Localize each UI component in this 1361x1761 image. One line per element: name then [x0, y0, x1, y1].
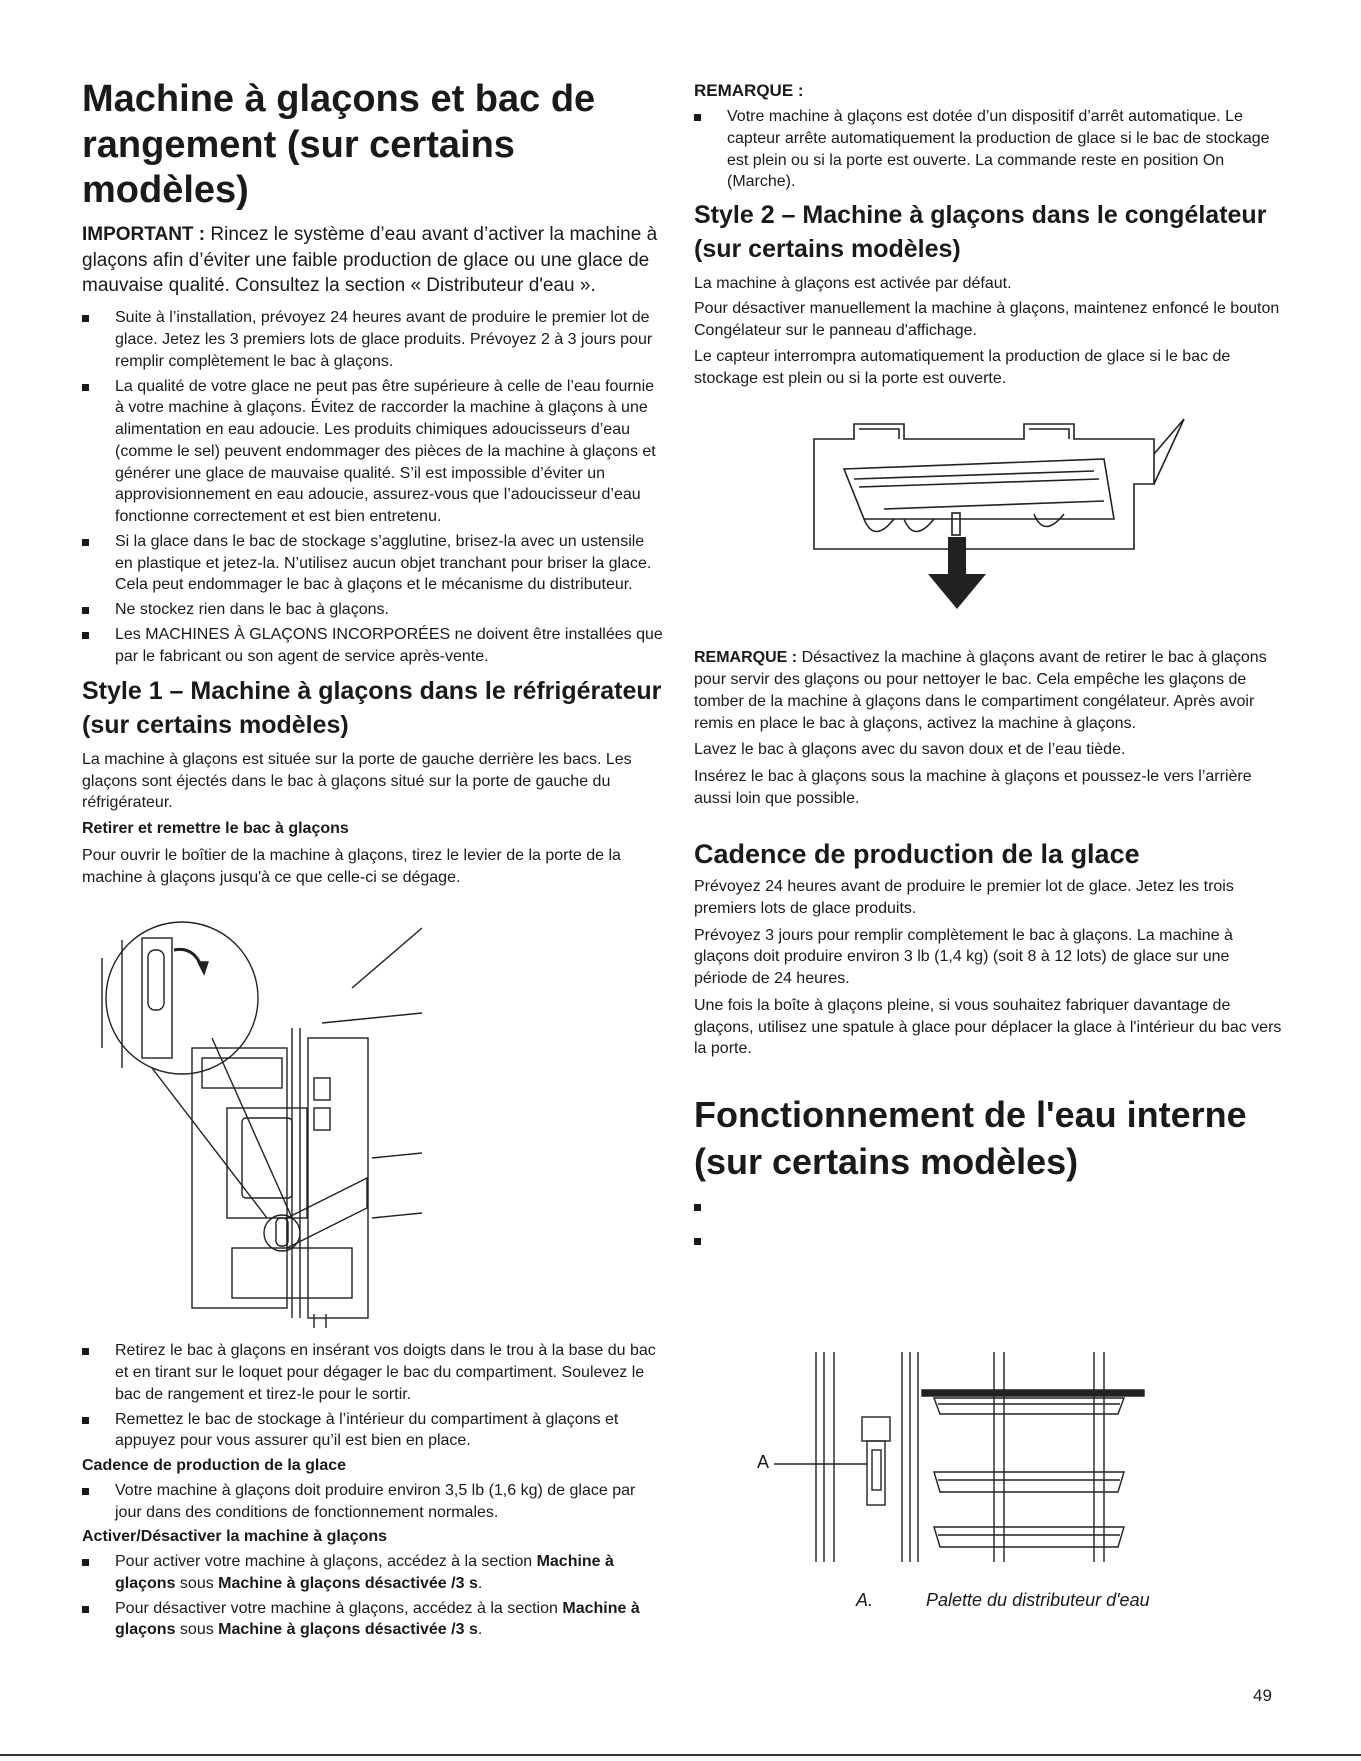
list-item: [82, 1551, 664, 1595]
toggle-bold: Machine à glaçons désactivée /3 s: [218, 1621, 478, 1639]
toggle-text: .: [477, 1621, 483, 1639]
page-number: 49: [1253, 1686, 1272, 1705]
style1-text: La machine à glaçons est située sur la porte de gauche derrière les bacs. Les glaçons sont éjectés dans le bac à glaçons situé sur la porte de gauche du réfrigérateur.: [82, 750, 632, 812]
bottom-divider: [0, 1754, 1361, 1756]
list-item: Remettez le bac de stockage à l’intérieur du compartiment à glaçons et appuyez pour vous assurer qu’il est bien en place.: [82, 1409, 664, 1453]
rate-title-left: Cadence de production de la glace: [82, 1457, 347, 1475]
insert-text: Insérez le bac à glaçons sous la machine à glaçons et poussez-le vers l’arrière aussi loin que possible.: [694, 768, 1252, 807]
style2-p2: Pour désactiver manuellement la machine à glaçons, maintenez enfoncé le bouton Congélateur sur le panneau d'affichage.: [694, 300, 1280, 340]
freezer-ice-maker-illustration: [804, 409, 1224, 629]
toggle-bullets: [82, 1551, 664, 1641]
list-item: [694, 1230, 1284, 1252]
style1-title: Style 1 – Machine à glaçons dans le réfrigérateur (sur certains modèles): [82, 677, 662, 740]
toggle-bold: Machine à glaçons: [115, 1599, 640, 1639]
wash-text: Lavez le bac à glaçons avec du savon doux et de l’eau tiède.: [694, 741, 1126, 759]
list-item: La qualité de votre glace ne peut pas être supérieure à celle de l’eau fournie à votre machine à glaçons. Évitez de raccorder la machine à glaçons à une alimentation en eau adoucie. Les produits chimiques adoucisseurs d’eau (comme le sel) peuvent endommager des pièces de la machine à glaçons et générer une glace de mauvaise qualité. S’il est impossible d’éviter un approvisionnement en eau adoucie, assurez-vous que l’adoucisseur d’eau fonctionne correctement et est bien entretenu.: [82, 376, 664, 528]
note2-label: REMARQUE :: [694, 649, 798, 667]
caption-letter: A.: [856, 1589, 874, 1610]
caption-text: Palette du distributeur d'eau: [926, 1589, 1150, 1610]
rate-bullets-left: [82, 1480, 664, 1524]
list-item: Si la glace dans le bac de stockage s’agglutine, brisez-la avec un ustensile en plastique et jetez-la. N’utilisez aucun objet tranchant pour briser la glace. Cela peut endommager le bac à glaçons et le mécanisme du distributeur.: [82, 531, 664, 596]
toggle-bold: Machine à glaçons désactivée /3 s: [218, 1574, 478, 1592]
style2-p1: La machine à glaçons est activée par défaut.: [694, 274, 1012, 292]
remove-title: Retirer et remettre le bac à glaçons: [82, 820, 349, 838]
list-item: Suite à l’installation, prévoyez 24 heures avant de produire le premier lot de glace. Jetez les 3 premiers lots de glace produits. Prévoyez 2 à 3 jours pour remplir complètement le bac à glaçons.: [82, 307, 664, 372]
style2-title: Style 2 – Machine à glaçons dans le congélateur (sur certains modèles): [694, 201, 1267, 263]
list-item: [694, 1196, 1284, 1218]
toggle-text: Pour désactiver votre machine à glaçons, accédez à la section: [115, 1599, 563, 1617]
intro-bullets: [82, 307, 664, 667]
water-title: Fonctionnement de l'eau interne (sur certains modèles): [694, 1094, 1247, 1182]
toggle-text: sous: [175, 1621, 219, 1639]
note2-text: Désactivez la machine à glaçons avant de retirer le bac à glaçons pour servir des glaçons ou pour nettoyer le bac. Cela empêche les glaçons de tomber de la machine à glaçons dans le compartiment congélateur. Après avoir remis en place le bac à glaçons, activez la machine à glaçons.: [694, 649, 1267, 732]
toggle-bold: Machine à glaçons: [115, 1553, 614, 1592]
toggle-text: Pour activer votre machine à glaçons, accédez à la section: [115, 1553, 537, 1571]
list-item: Les MACHINES À GLAÇONS INCORPORÉES ne doivent être installées que par le fabricant ou son agent de service après-vente.: [82, 624, 664, 668]
figure-caption: [694, 1590, 1284, 1611]
list-item: Votre machine à glaçons est dotée d’un dispositif d’arrêt automatique. Le capteur arrête automatiquement la production de glace si le bac de stockage est plein ou si la porte est ouverte. La commande reste en position On (Marche).: [694, 106, 1284, 193]
note2-paragraph: [694, 647, 1284, 734]
fridge-door-illustration: [82, 918, 422, 1328]
list-item: Votre machine à glaçons doit produire environ 3,5 lb (1,6 kg) de glace par jour dans des conditions de fonctionnement normales.: [82, 1480, 664, 1524]
rate-title-right: Cadence de production de la glace: [694, 838, 1140, 869]
remove-text: Pour ouvrir le boîtier de la machine à glaçons, tirez le levier de la porte de la machine à glaçons jusqu'à ce que celle-ci se dégage.: [82, 846, 621, 886]
list-item: [82, 1598, 664, 1642]
toggle-text: .: [477, 1574, 483, 1592]
rate-p3: Une fois la boîte à glaçons pleine, si vous souhaitez fabriquer davantage de glaçons, utilisez une spatule à glace pour déplacer la glace à l'intérieur du bac vers la porte.: [694, 996, 1282, 1058]
toggle-title: Activer/Désactiver la machine à glaçons: [82, 1528, 388, 1546]
list-item: Ne stockez rien dans le bac à glaçons.: [82, 599, 664, 621]
list-item: Retirez le bac à glaçons en insérant vos doigts dans le trou à la base du bac et en tirant sur le loquet pour dégager le bac du compartiment. Soulevez le bac de rangement et tirez-le pour le sortir.: [82, 1340, 664, 1405]
important-label: IMPORTANT :: [82, 223, 206, 245]
note1-bullets: [694, 106, 1284, 193]
water-dispenser-illustration: [754, 1352, 1194, 1562]
remove-bullets: [82, 1340, 664, 1452]
rate-p1: Prévoyez 24 heures avant de produire le premier lot de glace. Jetez les trois premiers lots de glace produits.: [694, 878, 1234, 917]
water-bullets: [694, 1196, 1284, 1252]
note1-label: REMARQUE :: [694, 81, 804, 100]
figure-label-a: A: [757, 1451, 770, 1472]
toggle-text: sous: [175, 1574, 219, 1592]
rate-p2: Prévoyez 3 jours pour remplir complètement le bac à glaçons. La machine à glaçons doit produire environ 3 lb (1,4 kg) (soit 8 à 12 lots) de glace sur une période de 24 heures.: [694, 926, 1233, 988]
water-dispenser-figure: [694, 1352, 1284, 1562]
important-paragraph: [82, 222, 664, 299]
section-title-ice-maker: Machine à glaçons et bac de rangement (sur certains modèles): [82, 78, 596, 212]
important-text: Rincez le système d’eau avant d’activer la machine à glaçons afin d’éviter une faible production de glace ou une glace de mauvaise qualité. Consultez la section « Distributeur d'eau ».: [82, 223, 658, 297]
style2-p3: Le capteur interrompra automatiquement la production de glace si le bac de stockage est plein ou si la porte est ouverte.: [694, 347, 1231, 387]
right-column: [694, 0, 1284, 1611]
left-column: [82, 0, 664, 1644]
